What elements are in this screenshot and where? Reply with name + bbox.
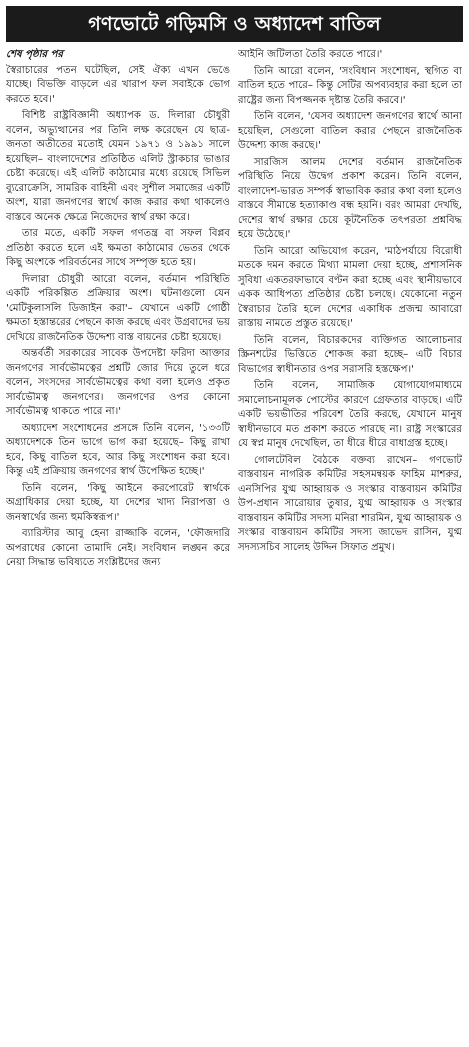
article-body: [6, 48, 463, 1043]
continued-from-label: শেষ পৃষ্ঠার পর: [6, 49, 63, 60]
paragraph: তিনি বলেন, বিচারকদের ব্যক্তিগত আলোচনার স্ক্রিনশটের ভিত্তিতে শোকজ করা হচ্ছে– এটি বিচার বিভাগের স্বাধীনতার ওপর সরাসরি হস্তক্ষেপ।': [238, 334, 462, 375]
paragraph: তিনি আরো বলেন, 'সংবিধান সংশোধন, স্থগিত বা বাতিল হতে পারে– কিন্তু সেটির অপব্যবহার করা হলে তা রাষ্ট্রের জন্য বিপজ্জনক দৃষ্টান্ত তৈরি করবে।': [238, 65, 462, 106]
column-left: [6, 48, 230, 1043]
paragraph: আইনি জটিলতা তৈরি করতে পারে।': [238, 49, 383, 60]
paragraph: তিনি বলেন, 'যেসব অধ্যাদেশ জনগণের স্বার্থে আনা হয়েছিল, সেগুলো বাতিল করার পেছনে রাজনৈতিক উদ্দেশ্য কাজ করছে।': [238, 111, 462, 151]
headline: গণভোটে গড়িমসি ও অধ্যাদেশ বাতিল: [6, 6, 463, 42]
paragraph: সারজিস আলম দেশের বর্তমান রাজনৈতিক পরিস্থিতি নিয়ে উদ্বেগ প্রকাশ করেন। তিনি বলেন, বাংলাদেশ-ভারত সম্পর্ক স্বাভাবিক করার কথা বলা হলেও বাস্তবে সীমান্তে হত্যাকাণ্ড বন্ধ হয়নি। বরং আমরা দেখছি, দেশের স্বার্থ রক্ষার চেয়ে কূটনৈতিক তৎপরতা প্রশ্নবিদ্ধ হয়ে উঠেছে।': [238, 156, 462, 240]
paragraph: অন্তর্বর্তী সরকারের সাবেক উপদেষ্টা ফরিদা আক্তার জনগণের সার্বভৌমত্বের প্রশ্নটি জোর দিয়ে তুলে ধরে বলেন, সংসদের সার্বভৌমত্বের কথা বলা হলেও প্রকৃত সার্বভৌমত্ব জনগণের। জনগণের ওপর কোনো সার্বভৌমত্ব থাকতে পারে না।': [6, 348, 230, 417]
paragraph: তার মতে, একটি সফল গণতন্ত্র বা সফল বিপ্লব প্রতিষ্ঠা করতে হলে এই ক্ষমতা কাঠামোর ভেতর থেকে কিছু অংশকে পরিবর্তনের সাথে সম্পৃক্ত হতে হয়।: [6, 228, 230, 268]
paragraph: দিলারা চৌধুরী আরো বলেন, বর্তমান পরিস্থিতি একটি পরিকল্পিত প্রক্রিয়ার অংশ। ঘটনাগুলো যেন 'মেটিকুলাসলি ডিজাইন করা'– যেখানে একটি গোষ্ঠী ক্ষমতা হস্তান্তরের পেছনে কাজ করছে এবং উগ্রবাদের ভয় দেখিয়ে রাজনৈতিক উদ্দেশ্য বাস্ত বায়নের চেষ্টা হয়েছে।: [6, 273, 230, 343]
paragraph: তিনি বলেন, 'কিছু আইনে করপোরেট স্বার্থকে অগ্রাধিকার দেয়া হচ্ছে, যা দেশের খাদ্য নিরাপত্তা ও জনস্বার্থের জন্য হুমকিস্বরূপ।': [6, 482, 230, 523]
paragraph: তিনি বলেন, সামাজিক যোগাযোগমাধ্যমে সমালোচনামূলক পোস্টের কারণে গ্রেফতার বাড়ছে। এটি একটি ভয়ভীতির পরিবেশ তৈরি করছে, যেখানে মানুষ স্বাধীনভাবে মত প্রকাশ করতে পারছে না। রাষ্ট্র সংস্কারের যে স্বপ্ন মানুষ দেখেছিল, তা ধীরে ধীরে বাধাগ্রস্ত হচ্ছে।: [238, 380, 462, 449]
paragraph: তিনি আরো অভিযোগ করেন, 'মাঠপর্যায়ে বিরোধী মতকে দমন করতে মিথ্যা মামলা দেয়া হচ্ছে, প্রশাসনিক সুবিধা একতরফাভাবে বণ্টন করা হচ্ছে এবং স্থানীয়ভাবে একক আধিপত্য প্রতিষ্ঠার চেষ্টা চলছে। যেকোনো নতুন স্বৈরাচার তৈরি হলে দেশের একাধিক প্রজন্ম আবারো রাস্তায় নামতে প্রস্তুত রয়েছে।': [238, 245, 462, 329]
paragraph: বিশিষ্ট রাষ্ট্রবিজ্ঞানী অধ্যাপক ড. দিলারা চৌধুরী বলেন, অভ্যুত্থানের পর তিনি লক্ষ করেছেন যে ছাত্র-জনতা অতীতের মতোই যেমন ১৯৭১ ও ১৯৯১ সালে হয়েছিল– বাংলাদেশের প্রতিষ্ঠিত এলিট স্ট্রাকচার ভাঙার চেষ্টা করেছে। এই এলিট কাঠামোর মধ্যে রয়েছে সিভিল ব্যুরোক্রেসি, সামরিক বাহিনী এবং সুশীল সমাজের একটি অংশ, যারা জনগণের স্বার্থে কাজ করার কথা থাকলেও বাস্তবে অনেক ক্ষেত্রে নিজেদের স্বার্থ রক্ষা করে।: [6, 110, 230, 223]
paragraph: অধ্যাদেশ সংশোধনের প্রসঙ্গে তিনি বলেন, '১৩৩টি অধ্যাদেশকে তিন ভাগে ভাগ করা হয়েছে– কিছু রাখা হবে, কিছু বাতিল হবে, আর কিছু সংশোধন করা হবে। কিন্তু এই প্রক্রিয়ায় জনগণের স্বার্থ উপেক্ষিত হচ্ছে।': [6, 422, 230, 477]
paragraph: স্বৈরাচারের পতন ঘটেছিল, সেই ঐক্য এখন ভেঙে যাচ্ছে। বিভক্তি বাড়লে এর খারাপ ফল সবাইকে ভোগ করতে হবে।': [6, 64, 230, 105]
paragraph: ব্যারিস্টার আবু হেনা রাজ্জাকি বলেন, 'ফৌজদারি অপরাধের কোনো তামাদি নেই। সংবিধান লঙ্ঘন করে নেয়া সিদ্ধান্ত ভবিষ্যতে সংশ্লিষ্টদের জন্য: [6, 528, 230, 568]
paragraph: গোলটেবিল বৈঠকে বক্তব্য রাখেন– গণভোট বাস্তবায়ন নাগরিক কমিটির সহসমন্বয়ক ফাহিম মাশরুর, এনসিপির যুগ্ম আহ্বায়ক ও সংস্কার বাস্তবায়ন কমিটির উপ-প্রধান সারোয়ার তুষার, যুগ্ম আহ্বায়ক ও সংস্কার বাস্তবায়ন কমিটির সদস্য মনিরা শারমিন, যুগ্ম আহ্বায়ক ও সংস্কার বাস্তবায়ন কমিটির সদস্য জাভেদ রাসিন, যুগ্ম সদস্যসচিব সালেহ উদ্দিন সিফাত প্রমুখ।: [238, 454, 462, 553]
column-right: [238, 48, 462, 1043]
